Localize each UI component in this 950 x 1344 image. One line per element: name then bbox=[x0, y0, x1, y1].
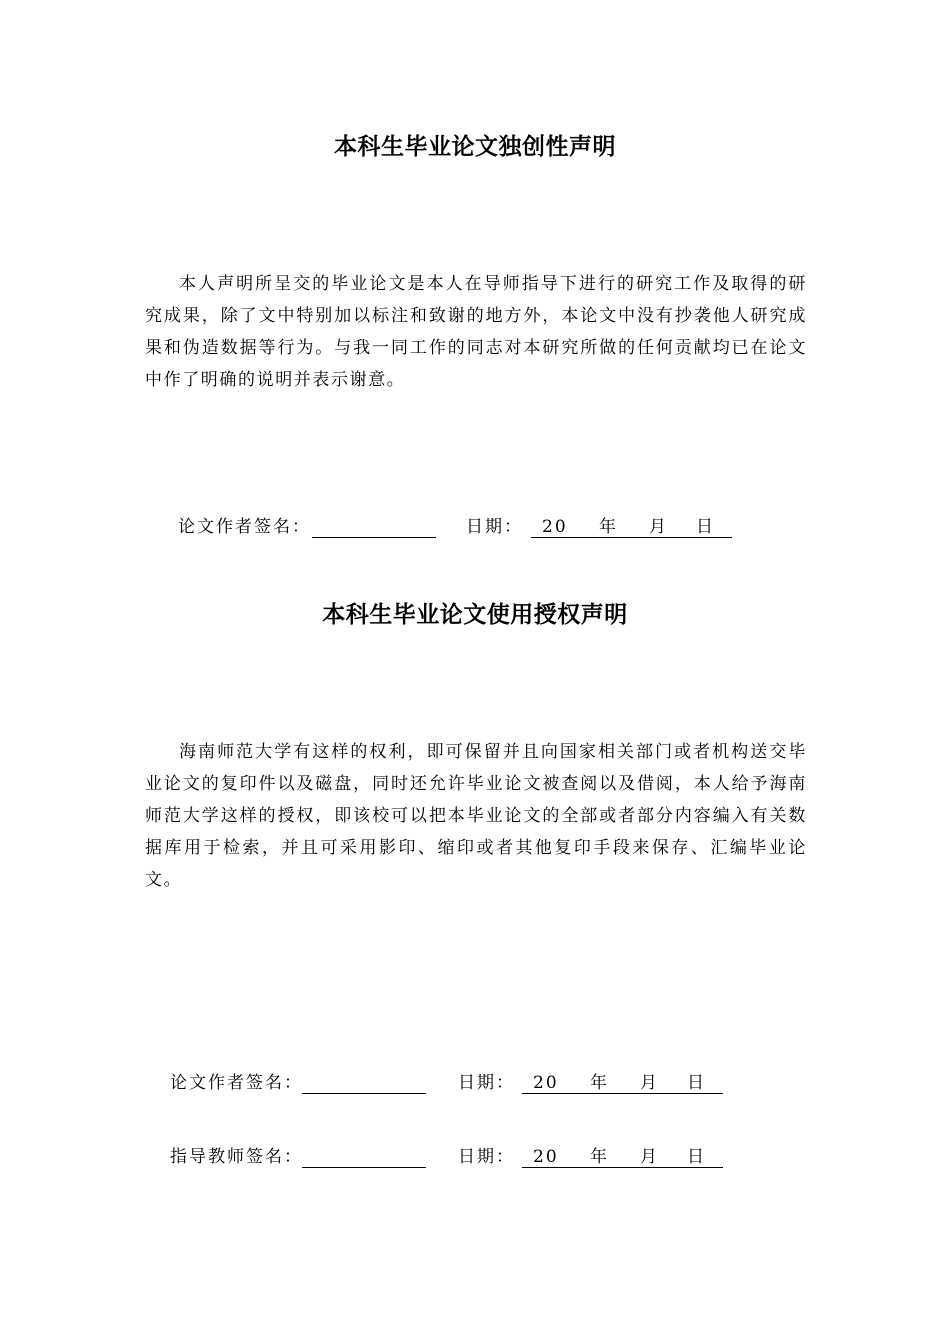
originality-signature-row bbox=[178, 515, 738, 539]
authorization-title: 本科生毕业论文使用授权声明 bbox=[322, 602, 628, 628]
date-year-char: 年 bbox=[590, 1073, 609, 1093]
date-month-char: 月 bbox=[640, 1073, 659, 1093]
advisor-signature-label: 指导教师签名： bbox=[170, 1147, 303, 1167]
date-line[interactable] bbox=[522, 1071, 723, 1094]
authorization-author-signature-row bbox=[170, 1071, 730, 1095]
author-signature-label: 论文作者签名： bbox=[178, 517, 311, 537]
date-line[interactable] bbox=[522, 1145, 723, 1168]
date-month-char: 月 bbox=[649, 517, 668, 537]
originality-body: 本人声明所呈交的毕业论文是本人在导师指导下进行的研究工作及取得的研究成果，除了文中特别加以标注和致谢的地方外，本论文中没有抄袭他人研究成果和伪造数据等行为。与我一同工作的同志对本研究所做的任何贡献均已在论文中作了明确的说明并表示谢意。 bbox=[145, 274, 807, 390]
author-signature-line[interactable] bbox=[312, 515, 436, 538]
authorization-advisor-signature-row bbox=[170, 1145, 730, 1169]
date-year-prefix: 20 bbox=[542, 517, 568, 537]
date-year-char: 年 bbox=[590, 1147, 609, 1167]
date-year-prefix: 20 bbox=[533, 1147, 559, 1167]
advisor-signature-line[interactable] bbox=[302, 1145, 426, 1168]
date-month-char: 月 bbox=[640, 1147, 659, 1167]
date-day-char: 日 bbox=[687, 1073, 706, 1093]
authorization-body: 海南师范大学有这样的权利，即可保留并且向国家相关部门或者机构送交毕业论文的复印件以及磁盘，同时还允许毕业论文被查阅以及借阅，本人给予海南师范大学这样的授权，即该校可以把本毕业论文的全部或者部分内容编入有关数据库用于检索，并且可采用影印、缩印或者其他复印手段来保存、汇编毕业论文。 bbox=[145, 742, 807, 890]
date-label: 日期： bbox=[458, 1147, 515, 1167]
date-year-prefix: 20 bbox=[533, 1073, 559, 1093]
date-line[interactable] bbox=[531, 515, 732, 538]
date-year-char: 年 bbox=[599, 517, 618, 537]
date-label: 日期： bbox=[466, 517, 523, 537]
date-day-char: 日 bbox=[696, 517, 715, 537]
author-signature-line[interactable] bbox=[302, 1071, 426, 1094]
date-day-char: 日 bbox=[687, 1147, 706, 1167]
originality-title: 本科生毕业论文独创性声明 bbox=[334, 134, 616, 160]
author-signature-label: 论文作者签名： bbox=[170, 1073, 303, 1093]
date-label: 日期： bbox=[458, 1073, 515, 1093]
